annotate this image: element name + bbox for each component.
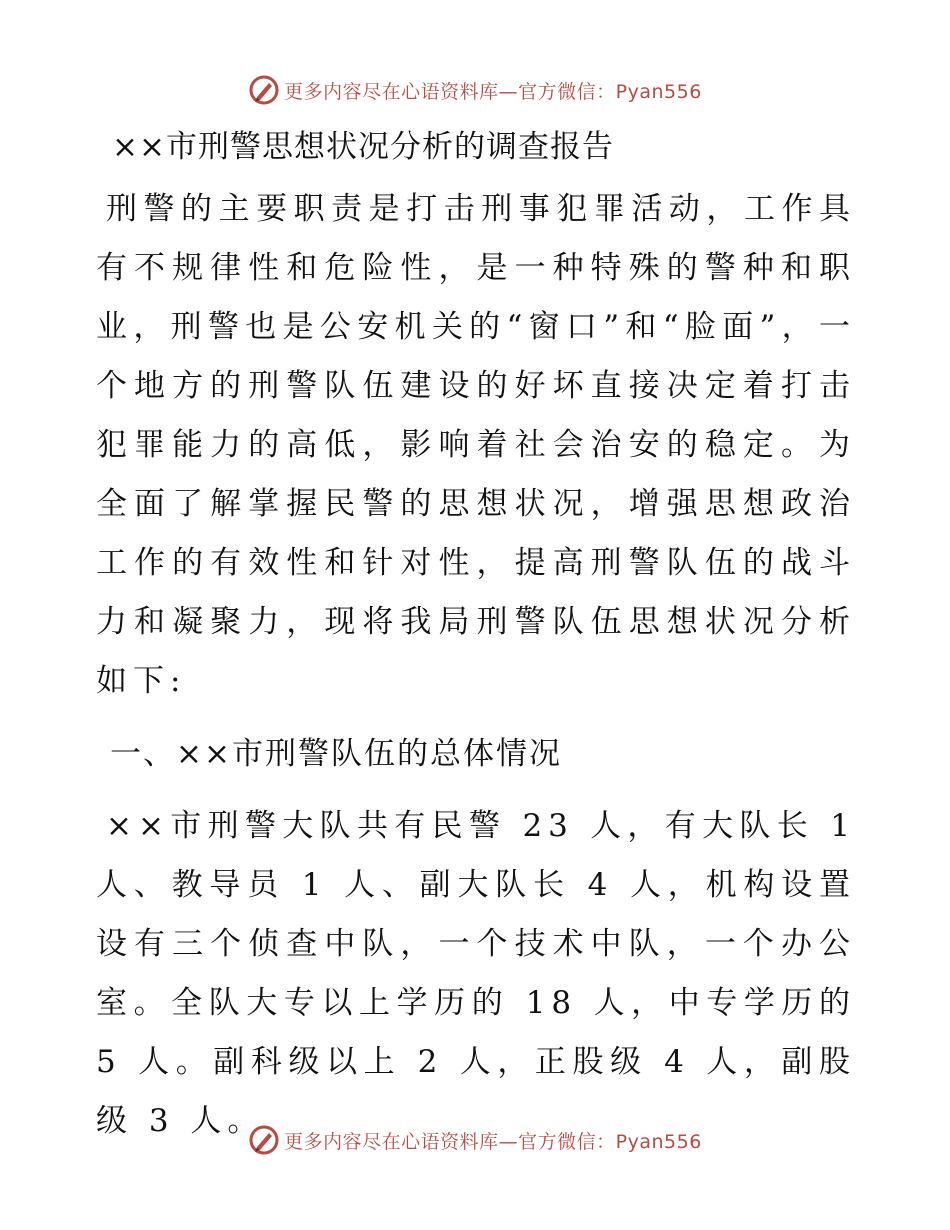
intro-paragraph: 刑警的主要职责是打击刑事犯罪活动，工作具有不规律性和危险性，是一种特殊的警种和职业，刑警也是公安机关的“窗口”和“脸面”，一个地方的刑警队伍建设的好坏直接决定着打击犯罪能力的高低，影响着社会治安的稳定。为全面了解掌握民警的思想状况，增强思想政治工作的有效性和针对性，提高刑警队伍的战斗力和凝聚力，现将我局刑警队伍思想状况分析如下: <box>96 191 856 699</box>
pen-in-circle-logo <box>248 74 280 106</box>
top-watermark-banner <box>0 70 950 110</box>
document-body <box>96 118 856 1151</box>
watermark-text: 更多内容尽在心语资料库—官方微信：Pyan556 <box>284 80 702 103</box>
section-paragraph-1: ××市刑警大队共有民警 23 人，有大队长 1 人、教导员 1 人、副大队长 4 人，机构设置设有三个侦查中队，一个技术中队，一个办公室。全队大专以上学历的 18 人，中专学历的 5 人。副科级以上 2 人，正股级 4 人，副股级 3 人。 <box>96 808 856 1139</box>
bottom-watermark-banner <box>0 1120 950 1160</box>
document-title: ××市刑警思想状况分析的调查报告 <box>112 129 614 165</box>
pen-in-circle-logo <box>248 1124 280 1156</box>
watermark-text: 更多内容尽在心语资料库—官方微信：Pyan556 <box>284 1130 702 1153</box>
section-heading-1: 一、××市刑警队伍的总体情况 <box>110 736 562 772</box>
